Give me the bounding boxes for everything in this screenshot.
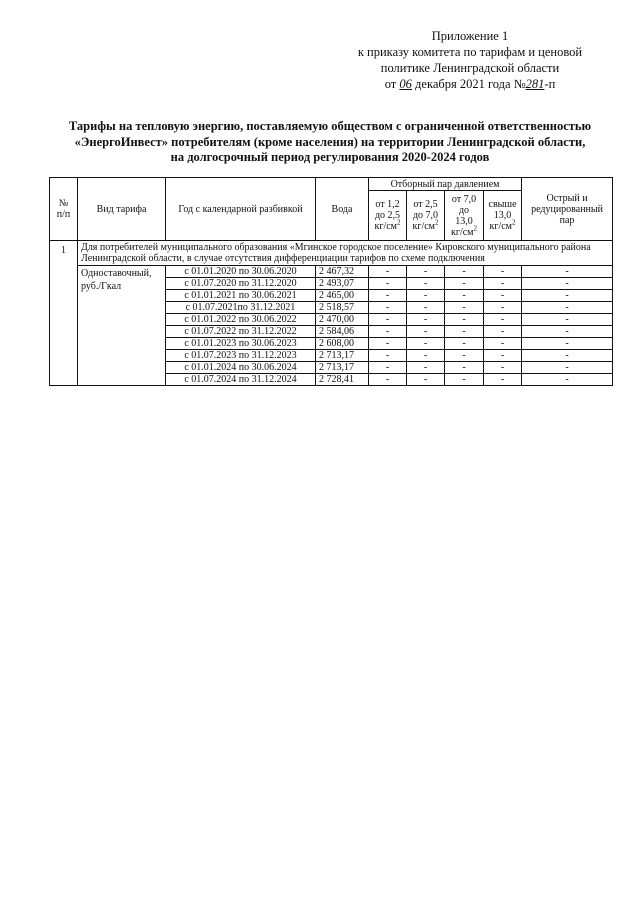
water-cell: 2 493,07 <box>316 278 369 290</box>
pressure-2-cell: - <box>407 374 445 386</box>
pressure-4-cell: - <box>484 350 522 362</box>
pressure-3-cell: - <box>445 290 484 302</box>
pressure-1-cell: - <box>369 290 407 302</box>
header-water: Вода <box>316 178 369 241</box>
pressure-1-cell: - <box>369 278 407 290</box>
pressure-1-cell: - <box>369 338 407 350</box>
water-cell: 2 467,32 <box>316 266 369 278</box>
appendix-date-line <box>330 76 610 92</box>
pressure-2-cell: - <box>407 338 445 350</box>
period-cell: с 01.07.2021по 31.12.2021 <box>166 302 316 314</box>
period-cell: с 01.07.2020 по 31.12.2020 <box>166 278 316 290</box>
sharp-steam-cell: - <box>522 338 613 350</box>
water-cell: 2 713,17 <box>316 350 369 362</box>
water-cell: 2 608,00 <box>316 338 369 350</box>
table-row <box>50 266 613 278</box>
header-row <box>50 178 613 191</box>
period-cell: с 01.01.2022 по 30.06.2022 <box>166 314 316 326</box>
pressure-2-cell: - <box>407 266 445 278</box>
date-middle: декабря 2021 года № <box>415 77 526 91</box>
period-cell: с 01.01.2024 по 30.06.2024 <box>166 362 316 374</box>
pressure-2-cell: - <box>407 278 445 290</box>
tariff-table <box>49 177 613 386</box>
header-pressure-1: от 1,2 до 2,5 $кг/см^2$ <box>369 191 407 241</box>
order-day: 06 <box>399 77 412 91</box>
pressure-1-cell: - <box>369 374 407 386</box>
pressure-4-cell: - <box>484 266 522 278</box>
period-cell: с 01.01.2020 по 30.06.2020 <box>166 266 316 278</box>
pressure-1-cell: - <box>369 266 407 278</box>
header-sharp-steam: Острый и редуцированный пар <box>522 178 613 241</box>
pressure-2-cell: - <box>407 350 445 362</box>
title-line-1: Тарифы на тепловую энергию, поставляемую обществом с ограниченной ответственностью <box>68 119 592 133</box>
title-line-3: на долгосрочный период регулирования 2020-2024 годов <box>170 150 490 164</box>
title-line-2: «ЭнергоИнвест» потребителям (кроме населения) на территории Ленинградской области, <box>74 134 586 149</box>
tariff-kind: Одноставочный, руб./Гкал <box>78 266 166 386</box>
pressure-3-cell: - <box>445 326 484 338</box>
appendix-title: Приложение 1 <box>431 29 509 43</box>
appendix-committee-line: политике Ленинградской области <box>380 61 560 75</box>
pressure-1-cell: - <box>369 362 407 374</box>
water-cell: 2 584,06 <box>316 326 369 338</box>
pressure-4-cell: - <box>484 314 522 326</box>
pressure-4-cell: - <box>484 278 522 290</box>
pressure-3-cell: - <box>445 350 484 362</box>
pressure-3-cell: - <box>445 374 484 386</box>
sharp-steam-cell: - <box>522 302 613 314</box>
sharp-steam-cell: - <box>522 278 613 290</box>
sharp-steam-cell: - <box>522 362 613 374</box>
period-cell: с 01.01.2023 по 30.06.2023 <box>166 338 316 350</box>
water-cell: 2 470,00 <box>316 314 369 326</box>
consumer-description: Для потребителей муниципального образования «Мгинское городское поселение» Кировского муниципального района Ленинградской области, в случае отсутствия дифференциации тарифов по схеме подключения <box>78 241 613 266</box>
row-number: 1 <box>50 241 78 386</box>
pressure-3-cell: - <box>445 302 484 314</box>
period-cell: с 01.07.2022 по 31.12.2022 <box>166 326 316 338</box>
order-number: 281 <box>525 77 545 91</box>
document-title <box>40 119 620 166</box>
pressure-3-cell: - <box>445 278 484 290</box>
water-cell: 2 728,41 <box>316 374 369 386</box>
water-cell: 2 465,00 <box>316 290 369 302</box>
pressure-4-cell: - <box>484 326 522 338</box>
appendix-order-line: к приказу комитета по тарифам и ценовой <box>357 45 583 59</box>
sharp-steam-cell: - <box>522 290 613 302</box>
pressure-4-cell: - <box>484 302 522 314</box>
date-prefix: от <box>384 77 397 91</box>
pressure-2-cell: - <box>407 326 445 338</box>
pressure-4-cell: - <box>484 290 522 302</box>
sharp-steam-cell: - <box>522 326 613 338</box>
pressure-1-cell: - <box>369 302 407 314</box>
sharp-steam-cell: - <box>522 374 613 386</box>
header-number: № п/п <box>50 178 78 241</box>
pressure-3-cell: - <box>445 266 484 278</box>
pressure-2-cell: - <box>407 290 445 302</box>
period-cell: с 01.07.2023 по 31.12.2023 <box>166 350 316 362</box>
header-pressure-4: свыше 13,0 $кг/см^2$ <box>484 191 522 241</box>
header-tariff-kind: Вид тарифа <box>78 178 166 241</box>
pressure-2-cell: - <box>407 314 445 326</box>
pressure-1-cell: - <box>369 314 407 326</box>
pressure-3-cell: - <box>445 362 484 374</box>
pressure-3-cell: - <box>445 314 484 326</box>
pressure-2-cell: - <box>407 302 445 314</box>
pressure-1-cell: - <box>369 326 407 338</box>
sharp-steam-cell: - <box>522 266 613 278</box>
tariff-body <box>50 241 613 386</box>
sharp-steam-cell: - <box>522 350 613 362</box>
appendix-block <box>330 28 610 92</box>
header-pressure-2: от 2,5 до 7,0 $кг/см^2$ <box>407 191 445 241</box>
period-cell: с 01.01.2021 по 30.06.2021 <box>166 290 316 302</box>
pressure-3-cell: - <box>445 338 484 350</box>
pressure-4-cell: - <box>484 338 522 350</box>
header-year: Год с календарной разбивкой <box>166 178 316 241</box>
order-suffix: -п <box>544 77 556 91</box>
sharp-steam-cell: - <box>522 314 613 326</box>
pressure-4-cell: - <box>484 362 522 374</box>
period-cell: с 01.07.2024 по 31.12.2024 <box>166 374 316 386</box>
header-pressure-3: от 7,0 до 13,0 $кг/см^2$ <box>445 191 484 241</box>
header-steam-group: Отборный пар давлением <box>369 178 522 191</box>
water-cell: 2 713,17 <box>316 362 369 374</box>
pressure-2-cell: - <box>407 362 445 374</box>
pressure-1-cell: - <box>369 350 407 362</box>
consumer-row <box>50 241 613 266</box>
pressure-4-cell: - <box>484 374 522 386</box>
water-cell: 2 518,57 <box>316 302 369 314</box>
